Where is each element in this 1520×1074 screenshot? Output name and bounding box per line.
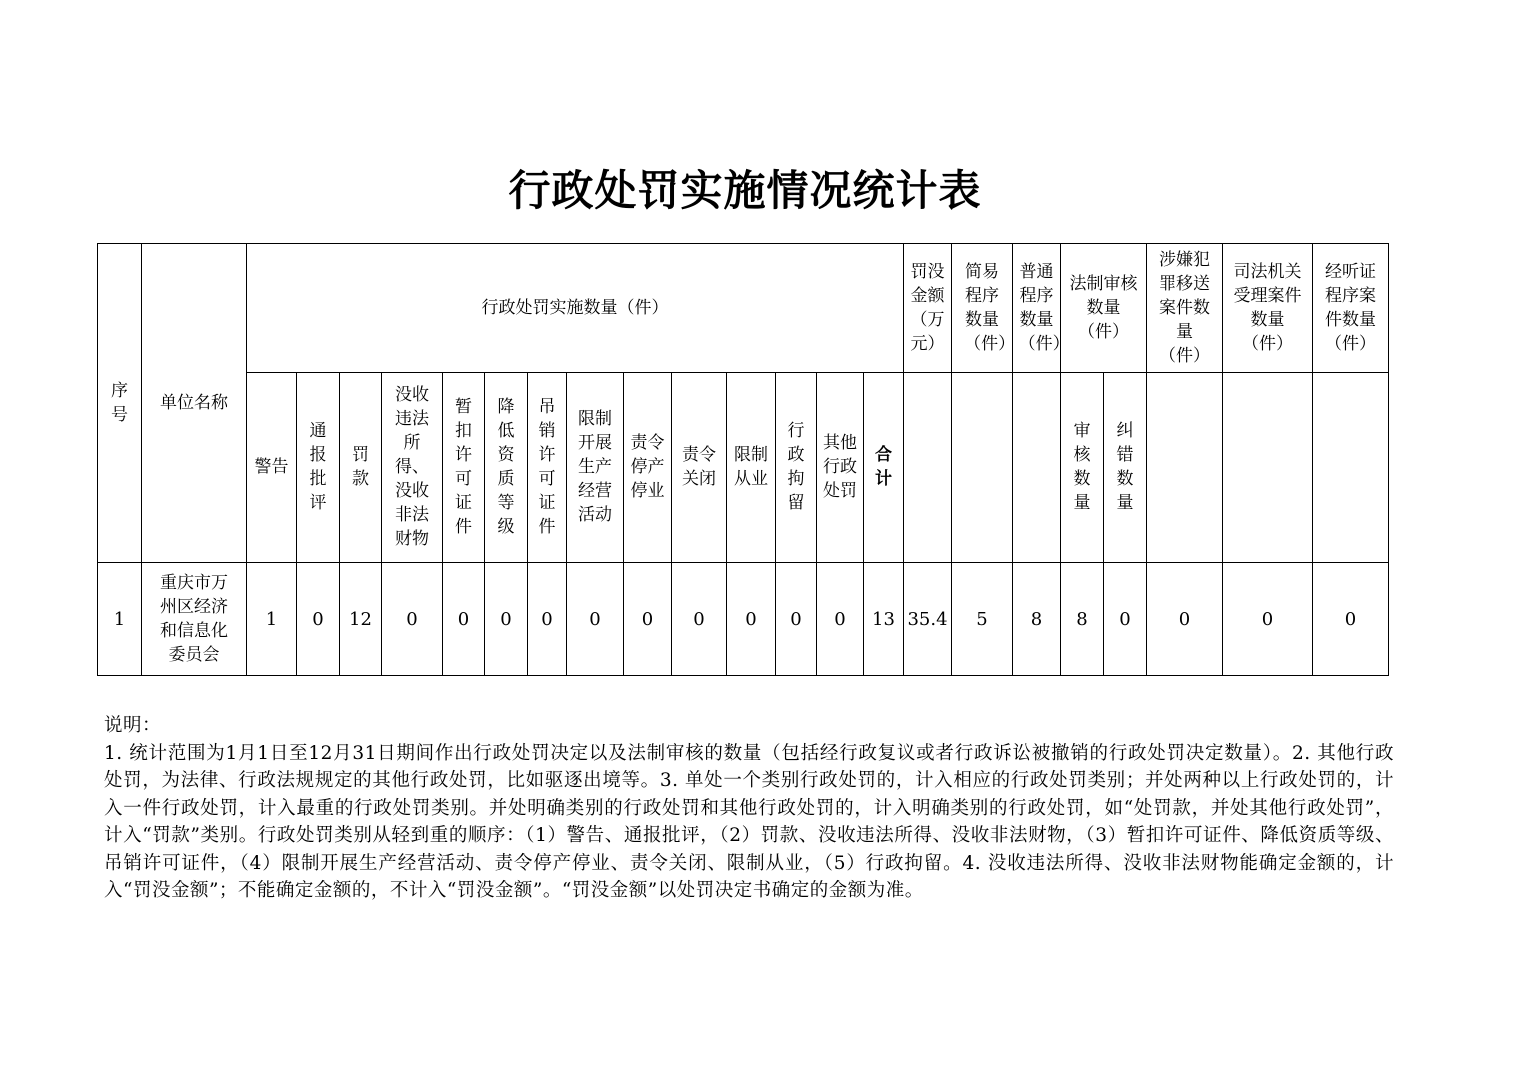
header-simple-proc: 简易程序数量（件） — [952, 244, 1013, 373]
header-detention: 行政拘留 — [776, 373, 817, 563]
header-normal-proc-blank — [1013, 373, 1061, 563]
cell-circular: 0 — [297, 563, 340, 676]
cell-correct-count: 0 — [1104, 563, 1147, 676]
header-fine-amount: 罚没金额（万元） — [904, 244, 952, 373]
header-restrict-employment: 限制从业 — [727, 373, 776, 563]
header-order-stop: 责令停产停业 — [624, 373, 672, 563]
header-restrict-business: 限制开展生产经营活动 — [567, 373, 624, 563]
cell-fine: 12 — [340, 563, 382, 676]
header-confiscate: 没收违法所得、没收非法财物 — [382, 373, 443, 563]
cell-simple-proc: 5 — [952, 563, 1013, 676]
header-judicial-accept: 司法机关受理案件数量（件） — [1223, 244, 1313, 373]
cell-seq: 1 — [98, 563, 142, 676]
header-total: 合计 — [864, 373, 904, 563]
header-unit-name: 单位名称 — [142, 244, 247, 563]
header-circular: 通报批评 — [297, 373, 340, 563]
cell-order-stop: 0 — [624, 563, 672, 676]
cell-lower-qual: 0 — [485, 563, 528, 676]
header-correct-count: 纠错数量 — [1104, 373, 1147, 563]
header-impl-group: 行政处罚实施数量（件） — [247, 244, 904, 373]
cell-normal-proc: 8 — [1013, 563, 1061, 676]
header-simple-proc-blank — [952, 373, 1013, 563]
header-fine-amount-blank — [904, 373, 952, 563]
header-revoke-license: 吊销许可证件 — [528, 373, 567, 563]
cell-order-close: 0 — [672, 563, 727, 676]
header-crime-transfer: 涉嫌犯罪移送案件数量（件） — [1147, 244, 1223, 373]
header-crime-transfer-blank — [1147, 373, 1223, 563]
cell-restrict-employment: 0 — [727, 563, 776, 676]
cell-hearing-proc: 0 — [1313, 563, 1389, 676]
header-legal-review-group: 法制审核数量（件） — [1061, 244, 1147, 373]
cell-confiscate: 0 — [382, 563, 443, 676]
cell-unit: 重庆市万州区经济和信息化委员会 — [142, 563, 247, 676]
cell-revoke-license: 0 — [528, 563, 567, 676]
cell-suspend-license: 0 — [443, 563, 485, 676]
notes-body: 1. 统计范围为1月1日至12月31日期间作出行政处罚决定以及法制审核的数量（包括经行政复议或者行政诉讼被撤销的行政处罚决定数量）。2. 其他行政处罚，为法律、行政法规规定的其他行政处罚，比如驱逐出境等。3. 单处一个类别行政处罚的，计入相应的行政处罚类别；并处两种以上行政处罚的，计入一件行政处罚，计入最重的行政处罚类别。并处明确类别的行政处罚和其他行政处罚的，计入明确类别的行政处罚，如“处罚款，并处其他行政处罚”，计入“罚款”类别。行政处罚类别从轻到重的顺序：（1）警告、通报批评，（2）罚款、没收违法所得、没收非法财物，（3）暂扣许可证件、降低资质等级、吊销许可证件，（4）限制开展生产经营活动、责令停产停业、责令关闭、限制从业，（5）行政拘留。4. 没收违法所得、没收非法财物能确定金额的，计入“罚没金额”；不能确定金额的，不计入“罚没金额”。“罚没金额”以处罚决定书确定的金额为准。 — [104, 742, 1394, 901]
header-order-close: 责令关闭 — [672, 373, 727, 563]
notes-heading: 说明： — [104, 715, 162, 736]
header-normal-proc: 普通程序数量（件） — [1013, 244, 1061, 373]
cell-restrict-business: 0 — [567, 563, 624, 676]
cell-detention: 0 — [776, 563, 817, 676]
header-judicial-accept-blank — [1223, 373, 1313, 563]
page-title: 行政处罚实施情况统计表 — [508, 166, 982, 215]
cell-fine-amount: 35.4 — [904, 563, 952, 676]
header-hearing-proc-blank — [1313, 373, 1389, 563]
cell-warning: 1 — [247, 563, 297, 676]
header-suspend-license: 暂扣许可证件 — [443, 373, 485, 563]
table-row — [98, 563, 1389, 676]
cell-crime-transfer: 0 — [1147, 563, 1223, 676]
header-seq: 序号 — [98, 244, 142, 563]
cell-other: 0 — [817, 563, 864, 676]
cell-total: 13 — [864, 563, 904, 676]
cell-judicial-accept: 0 — [1223, 563, 1313, 676]
statistics-table — [97, 243, 1389, 676]
header-review-count: 审核数量 — [1061, 373, 1104, 563]
header-warning: 警告 — [247, 373, 297, 563]
header-other: 其他行政处罚 — [817, 373, 864, 563]
header-fine: 罚款 — [340, 373, 382, 563]
cell-review-count: 8 — [1061, 563, 1104, 676]
header-lower-qual: 降低资质等级 — [485, 373, 528, 563]
notes — [104, 712, 1394, 905]
header-hearing-proc: 经听证程序案件数量（件） — [1313, 244, 1389, 373]
